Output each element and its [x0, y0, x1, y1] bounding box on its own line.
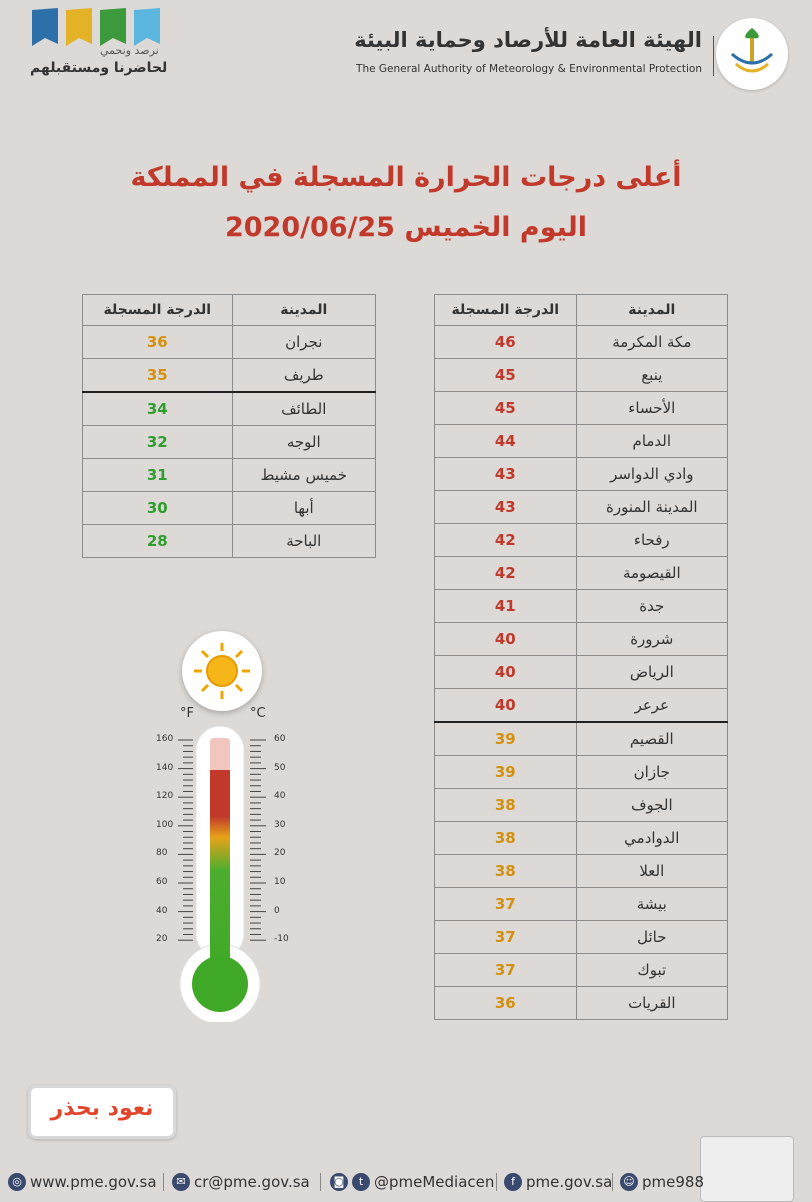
pme-emblem-logo	[716, 18, 788, 90]
recorded-temperature: 43	[435, 458, 577, 491]
instagram-text: @pmeMediacen	[374, 1173, 495, 1191]
city-name: الدمام	[576, 425, 727, 458]
table-row	[435, 855, 728, 888]
footer	[0, 1165, 812, 1200]
recorded-temperature: 37	[435, 888, 577, 921]
recorded-temperature: 44	[435, 425, 577, 458]
recorded-temperature: 45	[435, 359, 577, 392]
recorded-temperature: 40	[435, 689, 577, 723]
table-row	[435, 756, 728, 789]
footer-snapchat[interactable]	[620, 1171, 704, 1193]
table-row	[83, 359, 376, 393]
celsius-tick-label: 0	[274, 905, 280, 916]
table-row	[83, 525, 376, 558]
fahrenheit-tick-label: 40	[156, 905, 168, 916]
temperature-table-right	[434, 294, 728, 1020]
celsius-tick-label: 20	[274, 848, 286, 859]
city-name: الجوف	[576, 789, 727, 822]
fahrenheit-tick-label: 120	[156, 791, 174, 802]
table-row	[435, 458, 728, 491]
header-divider	[713, 36, 714, 76]
org-name-english: The General Authority of Meteorology & Environmental Protection	[356, 63, 702, 75]
campaign-logo	[28, 1085, 176, 1139]
recorded-temperature: 46	[435, 326, 577, 359]
table-row	[435, 326, 728, 359]
city-name: طريف	[232, 359, 375, 393]
city-name: تبوك	[576, 954, 727, 987]
city-name: رفحاء	[576, 524, 727, 557]
city-name: جازان	[576, 756, 727, 789]
city-name: الطائف	[232, 392, 375, 426]
table-row	[83, 392, 376, 426]
fahrenheit-tick-label: 60	[156, 877, 168, 887]
page-subtitle-date: اليوم الخميس 2020/06/25	[224, 212, 588, 243]
thermometer-graphic	[150, 722, 290, 1026]
city-name: شرورة	[576, 623, 727, 656]
slogan-line1: نرصد ونحمي	[100, 44, 159, 57]
table-row	[435, 623, 728, 656]
table-row	[435, 987, 728, 1020]
table-row	[435, 689, 728, 723]
footer-divider	[496, 1173, 497, 1191]
column-header-city: المدينة	[232, 295, 375, 326]
celsius-tick-label: 10	[274, 877, 286, 887]
snapchat-text: pme988	[642, 1173, 704, 1191]
table-row	[435, 954, 728, 987]
table-row	[83, 426, 376, 459]
recorded-temperature: 36	[435, 987, 577, 1020]
city-name: مكة المكرمة	[576, 326, 727, 359]
celsius-tick-label: -10	[274, 934, 289, 945]
table-row	[435, 392, 728, 425]
city-name: بيشة	[576, 888, 727, 921]
facebook-icon: f	[504, 1173, 522, 1191]
recorded-temperature: 45	[435, 392, 577, 425]
instagram-icon: ◙	[330, 1173, 348, 1191]
recorded-temperature: 37	[435, 954, 577, 987]
recorded-temperature: 35	[83, 359, 233, 393]
city-name: العلا	[576, 855, 727, 888]
email-text: cr@pme.gov.sa	[194, 1173, 310, 1191]
table-row	[435, 656, 728, 689]
recorded-temperature: 28	[83, 525, 233, 558]
city-name: حائل	[576, 921, 727, 954]
footer-website[interactable]	[8, 1171, 157, 1193]
city-name: المدينة المنورة	[576, 491, 727, 524]
column-header-temp: الدرجة المسجلة	[435, 295, 577, 326]
recorded-temperature: 39	[435, 756, 577, 789]
city-name: القريات	[576, 987, 727, 1020]
footer-divider	[320, 1173, 321, 1191]
recorded-temperature: 42	[435, 557, 577, 590]
recorded-temperature: 43	[435, 491, 577, 524]
recorded-temperature: 41	[435, 590, 577, 623]
city-name: الأحساء	[576, 392, 727, 425]
recorded-temperature: 34	[83, 392, 233, 426]
table-row	[435, 822, 728, 855]
table-row	[83, 492, 376, 525]
column-header-temp: الدرجة المسجلة	[83, 295, 233, 326]
city-name: القيصومة	[576, 557, 727, 590]
table-row	[435, 359, 728, 392]
city-name: ينبع	[576, 359, 727, 392]
celsius-tick-label: 50	[274, 762, 286, 773]
table-row	[435, 921, 728, 954]
table-row	[435, 557, 728, 590]
recorded-temperature: 38	[435, 855, 577, 888]
celsius-tick-label: 40	[274, 791, 286, 802]
city-name: جدة	[576, 590, 727, 623]
city-name: الوجه	[232, 426, 375, 459]
recorded-temperature: 39	[435, 722, 577, 756]
table-row	[435, 425, 728, 458]
footer-facebook[interactable]	[504, 1171, 612, 1193]
twitter-icon: t	[352, 1173, 370, 1191]
column-header-city: المدينة	[576, 295, 727, 326]
footer-divider	[163, 1173, 164, 1191]
recorded-temperature: 40	[435, 656, 577, 689]
recorded-temperature: 32	[83, 426, 233, 459]
city-name: الرياض	[576, 656, 727, 689]
celsius-tick-label: 60	[274, 734, 286, 744]
city-name: الباحة	[232, 525, 375, 558]
recorded-temperature: 42	[435, 524, 577, 557]
snapchat-icon: ☺	[620, 1173, 638, 1191]
footer-email[interactable]	[172, 1171, 310, 1193]
temperature-table-left	[82, 294, 376, 558]
org-name-arabic: الهيئة العامة للأرصاد وحماية البيئة	[354, 28, 702, 52]
city-name: عرعر	[576, 689, 727, 723]
city-name: أبها	[232, 492, 375, 525]
celsius-unit-label: °C	[250, 706, 266, 721]
page-title: أعلى درجات الحرارة المسجلة في المملكة	[130, 162, 682, 193]
city-name: وادي الدواسر	[576, 458, 727, 491]
city-name: الدوادمي	[576, 822, 727, 855]
table-row	[435, 524, 728, 557]
website-text: www.pme.gov.sa	[30, 1173, 157, 1191]
table-row	[435, 722, 728, 756]
recorded-temperature: 30	[83, 492, 233, 525]
fahrenheit-tick-label: 80	[156, 848, 168, 859]
table-row	[83, 326, 376, 359]
recorded-temperature: 36	[83, 326, 233, 359]
header	[0, 0, 812, 110]
sun-icon	[182, 631, 262, 711]
footer-instagram[interactable]	[330, 1171, 494, 1193]
city-name: نجران	[232, 326, 375, 359]
recorded-temperature: 38	[435, 789, 577, 822]
fahrenheit-tick-label: 160	[156, 734, 174, 744]
table-row	[435, 888, 728, 921]
fahrenheit-unit-label: °F	[180, 706, 194, 721]
recorded-temperature: 38	[435, 822, 577, 855]
fahrenheit-tick-label: 100	[156, 819, 174, 830]
table-row	[435, 590, 728, 623]
celsius-tick-label: 30	[274, 819, 286, 830]
table-row	[83, 459, 376, 492]
globe-icon: ◎	[8, 1173, 26, 1191]
table-row	[435, 789, 728, 822]
fahrenheit-tick-label: 20	[156, 934, 168, 945]
recorded-temperature: 40	[435, 623, 577, 656]
campaign-text: نعود بحذر	[50, 1096, 154, 1121]
footer-divider	[612, 1173, 613, 1191]
table-row	[435, 491, 728, 524]
city-name: القصيم	[576, 722, 727, 756]
fahrenheit-tick-label: 140	[156, 762, 174, 773]
recorded-temperature: 37	[435, 921, 577, 954]
email-icon: ✉	[172, 1173, 190, 1191]
slogan-line2: لحاضرنا ومستقبلهم	[30, 60, 168, 76]
recorded-temperature: 31	[83, 459, 233, 492]
city-name: خميس مشيط	[232, 459, 375, 492]
facebook-text: pme.gov.sa	[526, 1173, 613, 1191]
